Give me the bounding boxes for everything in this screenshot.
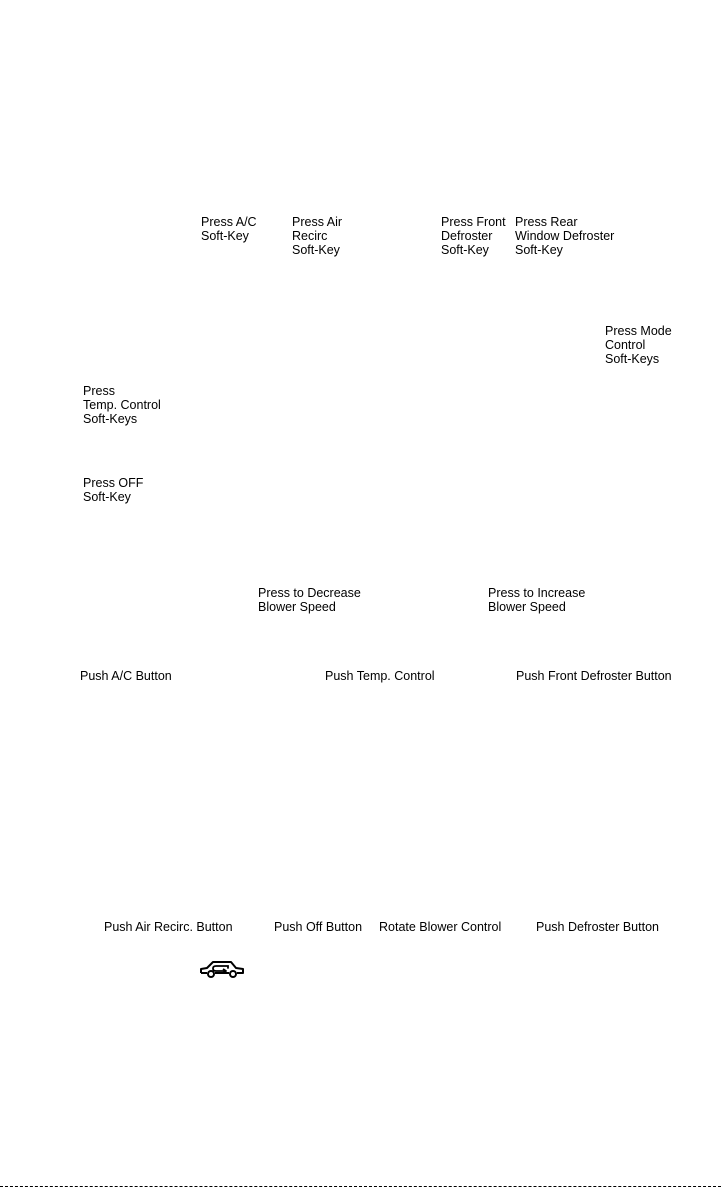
callout-press-front-defroster-soft-key: [441, 215, 506, 257]
page-bottom-rule: [0, 1186, 721, 1187]
callout-press-air-recirc-soft-key: [292, 215, 342, 257]
callout-press-temp-control-soft-keys: [83, 384, 161, 426]
callout-line: Control: [605, 338, 646, 352]
callout-push-off-button: Push Off Button: [274, 920, 363, 934]
callout-line: Press: [83, 384, 115, 398]
callout-press-mode-control-soft-keys: [605, 324, 672, 366]
callout-line: Recirc: [292, 229, 328, 243]
callout-line: Press Mode: [605, 324, 672, 338]
callout-line: Press to Increase: [488, 586, 586, 600]
callout-push-defroster-button: Push Defroster Button: [536, 920, 659, 934]
callout-push-air-recirc-button: Push Air Recirc. Button: [104, 920, 233, 934]
callout-line: Blower Speed: [488, 600, 566, 614]
callout-line: Soft-Key: [515, 243, 563, 257]
callout-line: Press Front: [441, 215, 506, 229]
callout-line: Soft-Key: [441, 243, 489, 257]
callout-line: Soft-Keys: [605, 352, 660, 366]
callout-line: Soft-Key: [292, 243, 340, 257]
callout-line: Press Air: [292, 215, 343, 229]
callout-increase-blower-speed: [488, 586, 585, 614]
callout-line: Soft-Key: [83, 490, 131, 504]
callout-rotate-blower-control: Rotate Blower Control: [379, 920, 502, 934]
callout-line: Defroster: [441, 229, 493, 243]
air-recirculation-icon: [198, 958, 246, 980]
callout-decrease-blower-speed: [258, 586, 361, 614]
callout-line: Press to Decrease: [258, 586, 361, 600]
callout-line: Temp. Control: [83, 398, 161, 412]
callout-press-ac-soft-key: [201, 215, 257, 243]
callout-push-temp-control: Push Temp. Control: [325, 669, 435, 683]
callout-press-off-soft-key: [83, 476, 143, 504]
callout-push-front-defroster-button: Push Front Defroster Button: [516, 669, 672, 683]
callout-push-ac-button: Push A/C Button: [80, 669, 172, 683]
callout-line: Press A/C: [201, 215, 257, 229]
callout-line: Press OFF: [83, 476, 144, 490]
callout-line: Soft-Key: [201, 229, 249, 243]
callout-line: Blower Speed: [258, 600, 336, 614]
callout-line: Window Defroster: [515, 229, 615, 243]
callout-line: Press Rear: [515, 215, 578, 229]
callout-press-rear-window-defroster-soft-key: [515, 215, 614, 257]
callout-line: Soft-Keys: [83, 412, 138, 426]
